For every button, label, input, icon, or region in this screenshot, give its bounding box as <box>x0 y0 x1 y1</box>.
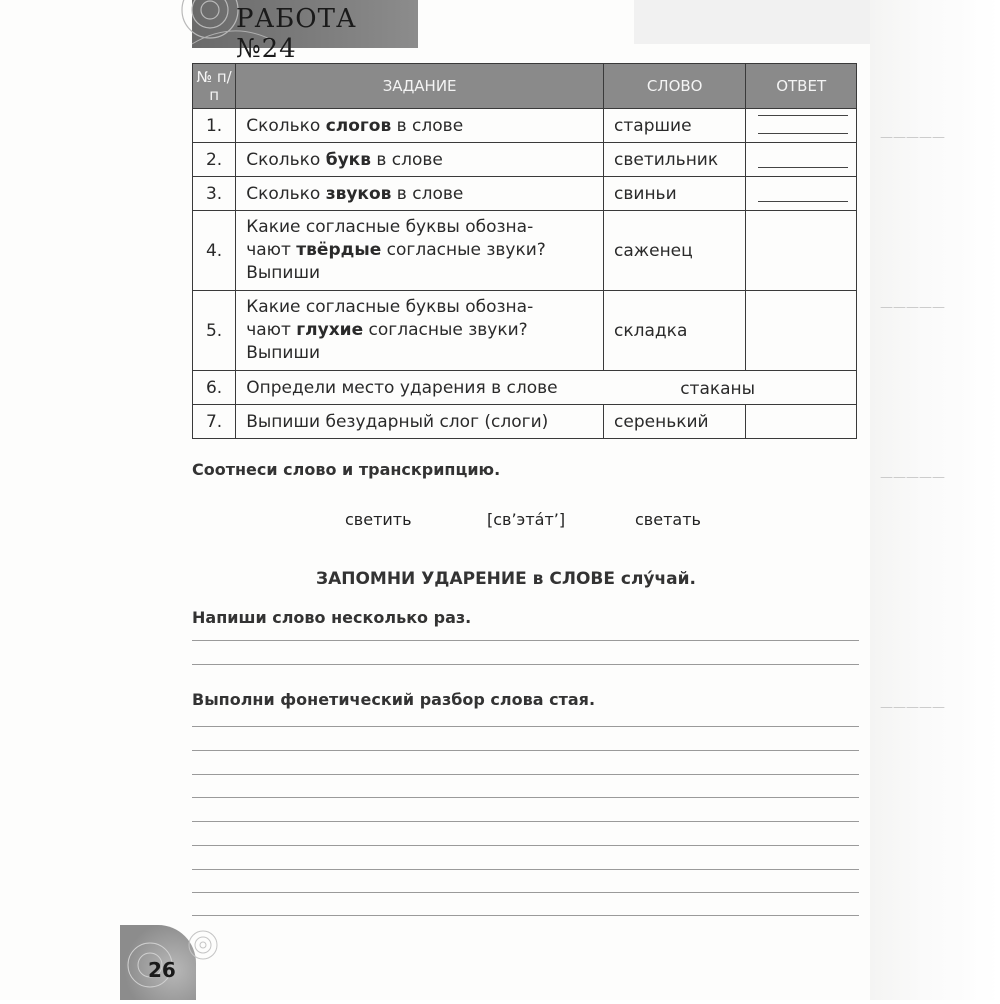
answer-line <box>758 133 848 134</box>
writing-line[interactable] <box>192 915 859 916</box>
phonetic-title: Выполни фонетический разбор слова стая. <box>192 690 596 709</box>
table-row <box>193 371 857 405</box>
row-task: Сколько слогов в слове <box>236 109 604 143</box>
column-task: ЗАДАНИЕ <box>236 64 604 109</box>
table-row <box>193 177 857 211</box>
writing-line[interactable] <box>192 821 859 822</box>
row-task: Определи место ударения в слове стаканы <box>236 371 857 405</box>
bleed-through-header <box>634 0 870 44</box>
writing-line[interactable] <box>192 774 859 775</box>
answer-cell[interactable] <box>746 109 857 143</box>
work-header <box>192 0 418 64</box>
row-word: свиньи <box>604 177 746 211</box>
answer-cell[interactable] <box>746 177 857 211</box>
table-row <box>193 405 857 439</box>
row-task: Выпиши безударный слог (слоги) <box>236 405 604 439</box>
row-num: 1. <box>193 109 236 143</box>
answer-line <box>758 115 848 116</box>
writing-line[interactable] <box>192 750 859 751</box>
row-word: саженец <box>604 211 746 291</box>
task-table <box>192 63 857 439</box>
answer-line <box>758 167 848 168</box>
stress-word: слу́чай. <box>620 569 697 589</box>
row-word: серенький <box>604 405 746 439</box>
writing-line[interactable] <box>192 664 859 665</box>
row-word: складка <box>604 291 746 371</box>
page-number: 26 <box>148 958 176 982</box>
row-num: 4. <box>193 211 236 291</box>
answer-cell[interactable] <box>746 211 857 291</box>
writing-line[interactable] <box>192 869 859 870</box>
row-word: старшие <box>604 109 746 143</box>
answer-cell[interactable] <box>746 291 857 371</box>
row-word: светильник <box>604 143 746 177</box>
answer-line <box>758 201 848 202</box>
table-row <box>193 143 857 177</box>
transcription: [св’этáт’] <box>487 510 566 529</box>
column-word: СЛОВО <box>604 64 746 109</box>
row-num: 6. <box>193 371 236 405</box>
match-word-1: светить <box>345 510 412 529</box>
writing-line[interactable] <box>192 845 859 846</box>
table-row <box>193 291 857 371</box>
swirl-ornament <box>186 928 220 962</box>
writing-line[interactable] <box>192 892 859 893</box>
row-num: 5. <box>193 291 236 371</box>
match-word-2: светать <box>635 510 701 529</box>
table-row <box>193 211 857 291</box>
writing-line[interactable] <box>192 640 859 641</box>
row-task: Сколько букв в слове <box>236 143 604 177</box>
row-num: 7. <box>193 405 236 439</box>
row-task: Какие согласные буквы обозна- чают твёрдые согласные звуки? Выпиши <box>236 211 604 291</box>
answer-cell[interactable] <box>746 143 857 177</box>
match-title: Соотнеси слово и транскрипцию. <box>192 460 501 479</box>
row-word: стаканы <box>680 379 756 399</box>
work-title: РАБОТА №24 <box>236 4 357 64</box>
table-row <box>193 109 857 143</box>
answer-cell[interactable] <box>746 405 857 439</box>
table-header-row <box>193 64 857 109</box>
column-num: № п/п <box>193 64 236 109</box>
next-page-bleed-through: ————— ————— ————— ————— <box>870 0 1000 1000</box>
write-title: Напиши слово несколько раз. <box>192 608 472 627</box>
row-task: Какие согласные буквы обозна- чают глухие согласные звуки? Выпиши <box>236 291 604 371</box>
column-answer: ОТВЕТ <box>746 64 857 109</box>
stress-heading: ЗАПОМНИ УДАРЕНИЕ в СЛОВЕ слу́чай. <box>316 569 697 589</box>
row-num: 3. <box>193 177 236 211</box>
writing-line[interactable] <box>192 726 859 727</box>
row-task: Сколько звуков в слове <box>236 177 604 211</box>
writing-line[interactable] <box>192 797 859 798</box>
row-num: 2. <box>193 143 236 177</box>
